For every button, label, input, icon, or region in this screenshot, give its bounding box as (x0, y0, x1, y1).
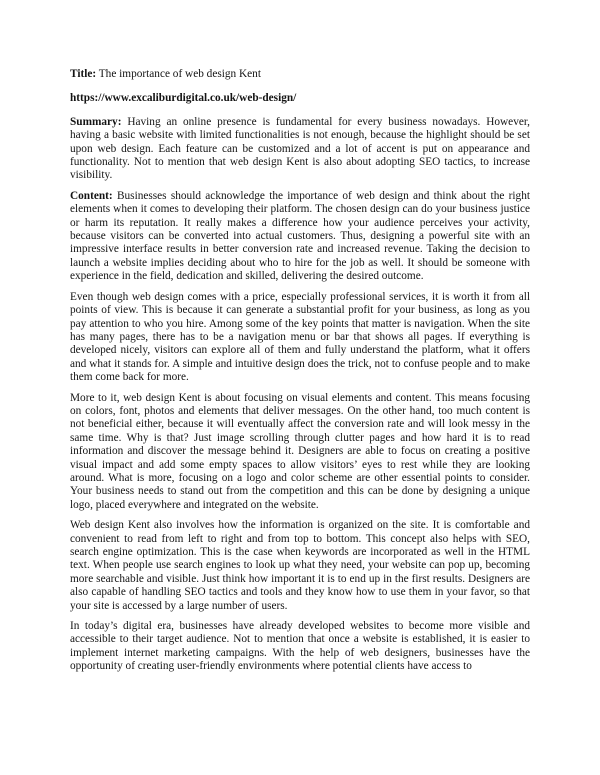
content-paragraph (70, 190, 530, 284)
summary-paragraph (70, 116, 530, 183)
body-paragraph-2: More to it, web design Kent is about focusing on visual elements and content. This means focusing on colors, font, photos and elements that deliver messages. On the other hand, too much content is not beneficial either, because it will eventually affect the conversion rate and will look messy in the same time. Why is that? Just image scrolling through clutter pages and how hard it is to read information and discover the message behind it. Designers are able to focus on creating a positive visual impact and add some empty spaces to allow visitors’ eyes to rest while they are looking around. What is more, focusing on a logo and color scheme are other essential points to consider. Your business needs to stand out from the competition and this can be done by designing a unique logo, placed everywhere and integrated on the website. (70, 391, 530, 511)
title-text: The importance of web design Kent (96, 68, 261, 80)
content-label: Content: (70, 189, 113, 202)
document-page (70, 68, 530, 681)
url-line (70, 92, 530, 105)
content-text: Businesses should acknowledge the importance of web design and think about the right elements when it comes to developing their platform. The chosen design can do your business justice or harm its reputation. It really makes a difference how your audience perceives your activity, because visitors can be converted into actual customers. Thus, designing a powerful site with an impressive interface results in better conversion rate and increased revenue. Taking the decision to launch a website implies deciding about who to hire for the job as well. It should be someone with experience in the field, dedication and skilled, delivering the desired outcome. (70, 189, 530, 283)
summary-text: Having an online presence is fundamental for every business nowadays. However, having a basic website with limited functionalities is not enough, because the highlight should be set upon web design. Each feature can be customized and a lot of accent is put on appearance and functionality. Not to mention that web design Kent is also about adopting SEO tactics, to increase visibility. (70, 115, 530, 182)
body-paragraph-3: Web design Kent also involves how the information is organized on the site. It is comfortable and convenient to read from left to right and from top to bottom. This concept also helps with SEO, search engine optimization. This is the case when keywords are incorporated as well in the HTML text. When people use search engines to look up what they need, your website can pop up, becoming more searchable and visible. Just think how important it is to end up in the first results. Designers are also capable of handling SEO tactics and tools and they know how to use them in your favor, so that your site is accessed by a large number of users. (70, 519, 530, 612)
title-line (70, 68, 530, 81)
title-label: Title: (70, 68, 97, 80)
body-paragraph-1: Even though web design comes with a price, especially professional services, it is worth it from all points of view. This is because it can generate a substantial profit for your business, as long as you pay attention to who you hire. Among some of the key points that matter is navigation. When the site has many pages, there has to be a navigation menu or bar that shows all pages. If everything is developed nicely, visitors can explore all of them and fully understand the platform, what it offers and what it stands for. A simple and intuitive design does the trick, not to confuse people and to make them come back for more. (70, 290, 530, 384)
summary-label: Summary: (70, 115, 122, 128)
page-url: https://www.excaliburdigital.co.uk/web-design/ (70, 92, 297, 105)
body-paragraph-4: In today’s digital era, businesses have already developed websites to become more visible and accessible to their target audience. Not to mention that once a website is established, it is easier to implement internet marketing campaigns. With the help of web designers, businesses have the opportunity of creating user-friendly environments where potential clients have access to (70, 620, 530, 673)
